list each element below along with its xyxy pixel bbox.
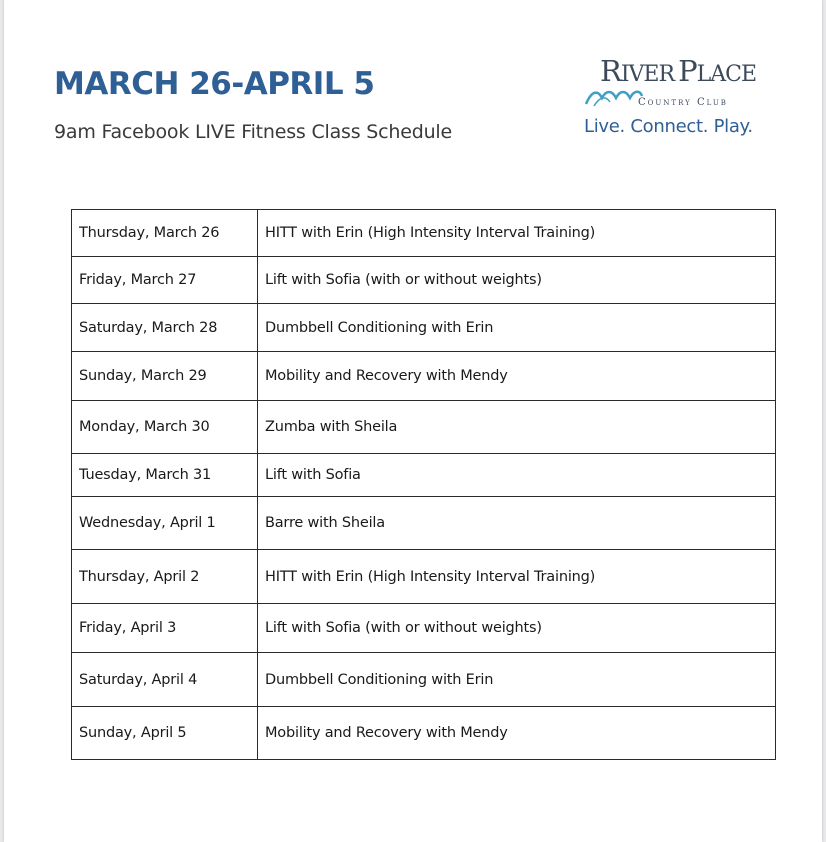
page-title: MARCH 26-APRIL 5 [54,66,375,102]
table-row [72,653,776,707]
schedule-day: Friday, April 3 [72,604,258,653]
schedule-class: Mobility and Recovery with Mendy [258,352,776,401]
table-row [72,604,776,653]
table-row [72,707,776,760]
wave-icon [584,82,644,108]
table-row [72,352,776,401]
schedule-class: Lift with Sofia (with or without weights) [258,604,776,653]
schedule-class: Dumbbell Conditioning with Erin [258,653,776,707]
table-row [72,210,776,257]
document-page [4,0,822,842]
table-row [72,257,776,304]
table-row [72,401,776,454]
schedule-class: Dumbbell Conditioning with Erin [258,304,776,352]
schedule-day: Wednesday, April 1 [72,497,258,550]
schedule-day: Sunday, March 29 [72,352,258,401]
schedule-day: Monday, March 30 [72,401,258,454]
schedule-day: Saturday, March 28 [72,304,258,352]
page-subtitle: 9am Facebook LIVE Fitness Class Schedule [54,121,453,143]
logo-subname: Country Club [638,97,728,108]
schedule-day: Sunday, April 5 [72,707,258,760]
logo-wordmark: RIVER PLACE [600,54,757,88]
logo-tagline: Live. Connect. Play. [584,116,753,137]
class-schedule-table [71,209,776,760]
river-place-logo [578,54,778,142]
schedule-class: HITT with Erin (High Intensity Interval Training) [258,210,776,257]
table-row [72,304,776,352]
schedule-day: Thursday, April 2 [72,550,258,604]
schedule-day: Friday, March 27 [72,257,258,304]
table-row [72,550,776,604]
schedule-day: Thursday, March 26 [72,210,258,257]
schedule-class: Zumba with Sheila [258,401,776,454]
schedule-class: Mobility and Recovery with Mendy [258,707,776,760]
schedule-day: Saturday, April 4 [72,653,258,707]
schedule-class: HITT with Erin (High Intensity Interval Training) [258,550,776,604]
schedule-class: Lift with Sofia [258,454,776,497]
schedule-day: Tuesday, March 31 [72,454,258,497]
schedule-class: Barre with Sheila [258,497,776,550]
schedule-class: Lift with Sofia (with or without weights) [258,257,776,304]
table-row [72,497,776,550]
table-row [72,454,776,497]
